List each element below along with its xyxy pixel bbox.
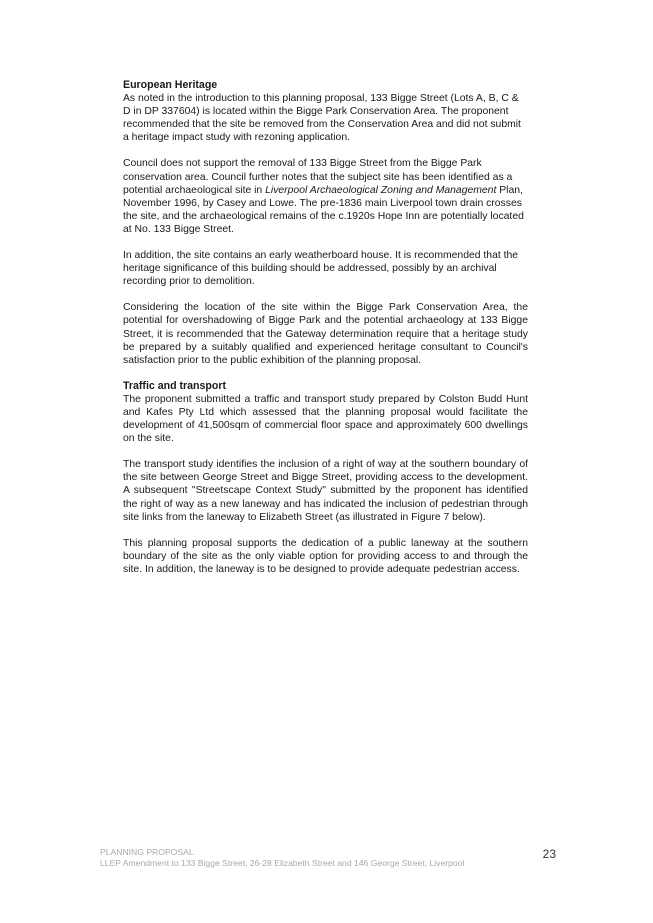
paragraph-text: Plan, November 1996, by Casey and Lowe. The pre-1836 main Liverpool town drain crosses the site, and the archaeological remains of the c.1920s Hope Inn are potentially located at No. 133 Bigge Street. (123, 184, 524, 235)
heading-traffic-and-transport: Traffic and transport (123, 379, 227, 392)
footer-subtitle: LLEP Amendment to 133 Bigge Street, 26-28 Elizabeth Street and 146 George Street, Liverpool (100, 858, 465, 868)
paragraph (123, 157, 528, 236)
paragraph: The proponent submitted a traffic and transport study prepared by Colston Budd Hunt and Kafes Pty Ltd which assessed that the planning proposal would facilitate the development of 41,500sqm of commercial floor space and approximately 600 dwellings on the site. (123, 393, 528, 445)
document-body (123, 79, 528, 589)
paragraph: In addition, the site contains an early weatherboard house. It is recommended that the heritage significance of this building should be addressed, possibly by an archival recording prior to demolition. (123, 250, 519, 288)
paragraph: The transport study identifies the inclusion of a right of way at the southern boundary of the site between George Street and Bigge Street, providing access to the development. A subsequent "Streetscape Context Study" submitted by the proponent has identified the right of way as a new laneway and has indicated the inclusion of pedestrian through site links from the laneway to Elizabeth Street (as illustrated in Figure 7 below). (123, 459, 528, 523)
page-number: 23 (542, 847, 556, 861)
heading-european-heritage: European Heritage (123, 79, 218, 91)
plan-title: Liverpool Archaeological Zoning and Management (265, 184, 497, 196)
paragraph-text: Council does not support the removal of 133 Bigge Street from the Bigge Park conservation area. Council further notes that the subject site has been identified as a potential archaeological site in (123, 158, 513, 196)
paragraph: Considering the location of the site within the Bigge Park Conservation Area, the potential for overshadowing of Bigge Park and the potential archaeology at 133 Bigge Street, it is recommended that the Gateway determination require that a heritage study be prepared by a suitably qualified and experienced heritage consultant to Council's satisfaction prior to the public exhibition of the planning proposal. (123, 302, 528, 366)
page-footer (100, 847, 556, 869)
paragraph: As noted in the introduction to this planning proposal, 133 Bigge Street (Lots A, B, C & D in DP 337604) is located within the Bigge Park Conservation Area. The proponent recommended that the site be removed from the Conservation Area and did not submit a heritage impact study with rezoning application. (123, 93, 521, 144)
paragraph: This planning proposal supports the dedication of a public laneway at the southern boundary of the site as the only viable option for providing access to and through the site. In addition, the laneway is to be designed to provide adequate pedestrian access. (123, 537, 528, 575)
footer-title: PLANNING PROPOSAL (100, 847, 194, 857)
